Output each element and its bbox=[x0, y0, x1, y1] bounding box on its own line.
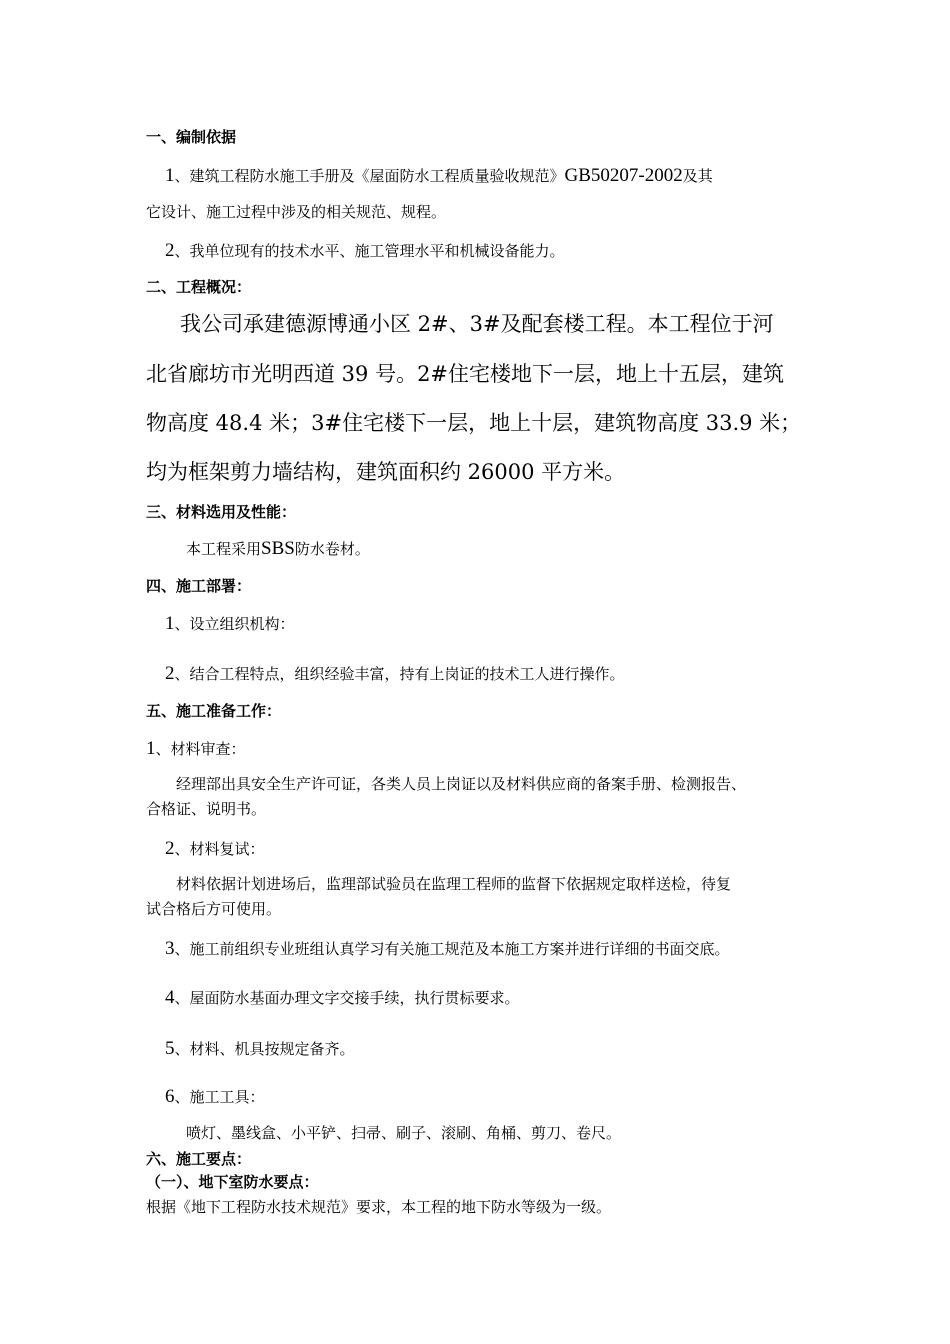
paragraph: 根据《地下工程防水技术规范》要求，本工程的地下防水等级为一级。 bbox=[146, 1198, 612, 1216]
paragraph: 1、设立组织机构： bbox=[165, 613, 295, 634]
paragraph: 2、材料复试： bbox=[165, 838, 265, 859]
paragraph: 2、我单位现有的技术水平、施工管理水平和机械设备能力。 bbox=[165, 240, 565, 261]
paragraph: 5、材料、机具按规定备齐。 bbox=[165, 1038, 355, 1059]
section-heading: 四、施工部署： bbox=[146, 577, 252, 595]
paragraph: 它设计、施工过程中涉及的相关规范、规程。 bbox=[146, 203, 447, 221]
paragraph: 经理部出具安全生产许可证，各类人员上岗证以及材料供应商的备案手册、检测报告、 bbox=[176, 775, 747, 793]
paragraph: 我公司承建德源博通小区 2#、3#及配套楼工程。本工程位于河 bbox=[180, 312, 774, 336]
section-heading: 一、编制依据 bbox=[146, 128, 237, 146]
paragraph: 3、施工前组织专业班组认真学习有关施工规范及本施工方案并进行详细的书面交底。 bbox=[165, 938, 730, 959]
section-heading: 五、施工准备工作： bbox=[146, 702, 282, 720]
paragraph: 1、材料审查： bbox=[146, 738, 246, 759]
paragraph: 试合格后方可使用。 bbox=[146, 900, 282, 918]
section-heading: 二、工程概况： bbox=[146, 278, 252, 296]
paragraph: 2、结合工程特点，组织经验丰富，持有上岗证的技术工人进行操作。 bbox=[165, 663, 625, 684]
subsection-heading: （一）、地下室防水要点： bbox=[146, 1173, 319, 1191]
paragraph: 本工程采用SBS防水卷材。 bbox=[186, 538, 370, 559]
paragraph: 物高度 48.4 米；3#住宅楼下一层，地上十层，建筑物高度 33.9 米； bbox=[146, 411, 802, 435]
section-heading: 六、施工要点： bbox=[146, 1150, 252, 1168]
paragraph: 4、屋面防水基面办理文字交接手续，执行贯标要求。 bbox=[165, 987, 520, 1008]
section-heading: 三、材料选用及性能： bbox=[146, 503, 297, 521]
paragraph: 合格证、说明书。 bbox=[146, 800, 267, 818]
paragraph: 北省廊坊市光明西道 39 号。2#住宅楼地下一层，地上十五层，建筑 bbox=[146, 362, 785, 386]
paragraph: 材料依据计划进场后，监理部试验员在监理工程师的监督下依据规定取样送检，待复 bbox=[176, 875, 732, 893]
paragraph: 6、施工工具： bbox=[165, 1086, 265, 1107]
paragraph: 喷灯、墨线盒、小平铲、扫帚、刷子、滚刷、角桶、剪刀、卷尺。 bbox=[186, 1124, 622, 1142]
paragraph: 均为框架剪力墙结构，建筑面积约 26000 平方米。 bbox=[146, 460, 626, 484]
paragraph: 1、建筑工程防水施工手册及《屋面防水工程质量验收规范》GB50207-2002及其 bbox=[165, 165, 713, 186]
